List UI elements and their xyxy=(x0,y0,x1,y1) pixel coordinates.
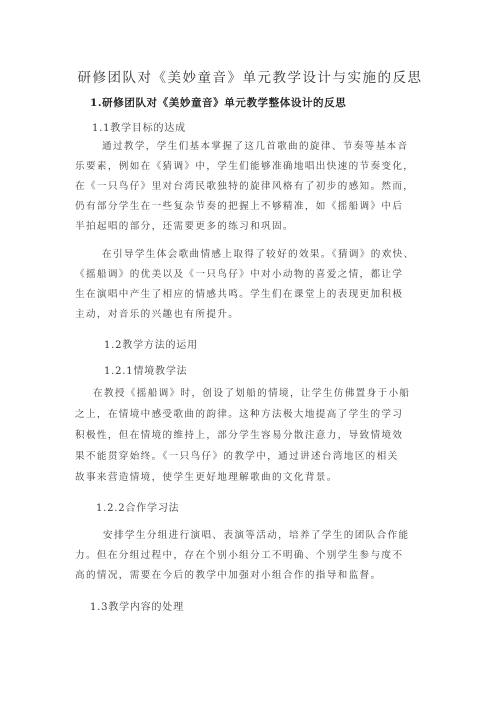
section-1-heading: 1.研修团队对《美妙童音》单元教学整体设计的反思 xyxy=(90,97,347,109)
document-title: 研修团队对《美妙童音》单元教学设计与实施的反思 xyxy=(77,70,423,86)
section-1-1-heading: 1.1教学目标的达成 xyxy=(92,123,186,134)
paragraph-line: 果不能贯穿始终。《一只鸟仔》的教学中，通过讲述台湾地区的相关 xyxy=(75,451,399,462)
paragraph-line: 安排学生分组进行演唱、表演等活动，培养了学生的团队合作能 xyxy=(103,530,410,541)
paragraph-line: 之上，在情境中感受歌曲的韵律。这种方法极大地提高了学生的学习 xyxy=(75,409,404,420)
section-1-2-2-heading: 1.2.2合作学习法 xyxy=(96,503,180,514)
paragraph-line: 仍有部分学生在一些复杂节奏的把握上不够精准，如《摇船调》中后 xyxy=(75,201,404,212)
paragraph-line: 半拍起唱的部分，还需要更多的练习和巩固。 xyxy=(75,221,294,232)
paragraph-line: 高的情况，需要在今后的教学中加强对小组合作的指导和监督。 xyxy=(75,570,382,581)
section-1-2-heading: 1.2教学方法的运用 xyxy=(104,340,198,351)
section-1-2-1-heading: 1.2.1情境教学法 xyxy=(104,366,188,377)
paragraph-line: 《摇船调》的优美以及《一只鸟仔》中对小动物的喜爱之情，都让学 xyxy=(75,269,404,280)
paragraph-line: 力。但在分组过程中，存在个别小组分工不明确、个别学生参与度不 xyxy=(75,550,404,561)
paragraph-line: 乐要素，例如在《猜调》中，学生们能够准确地唱出快速的节奏变化， xyxy=(75,161,415,172)
paragraph-line: 在引导学生体会歌曲情感上取得了较好的效果。《猜调》的欢快、 xyxy=(102,249,415,260)
paragraph-line: 生在演唱中产生了相应的情感共鸣。学生们在课堂上的表现更加积极 xyxy=(75,289,404,300)
paragraph-line: 积极性，但在情境的维持上，部分学生容易分散注意力，导致情境效 xyxy=(75,430,404,441)
paragraph-line: 在《一只鸟仔》里对台湾民歌独特的旋律风格有了初步的感知。然而， xyxy=(75,181,415,192)
paragraph-line: 主动，对音乐的兴趣也有所提升。 xyxy=(75,309,240,320)
paragraph-line: 通过教学，学生们基本掌握了这几首歌曲的旋律、节奏等基本音 xyxy=(102,141,409,152)
section-1-3-heading: 1.3教学内容的处理 xyxy=(90,602,184,613)
paragraph-line: 在教授《摇船调》时，创设了划船的情境，让学生仿佛置身于小船 xyxy=(93,388,411,399)
paragraph-line: 故事来营造情境，使学生更好地理解歌曲的文化背景。 xyxy=(75,472,338,483)
